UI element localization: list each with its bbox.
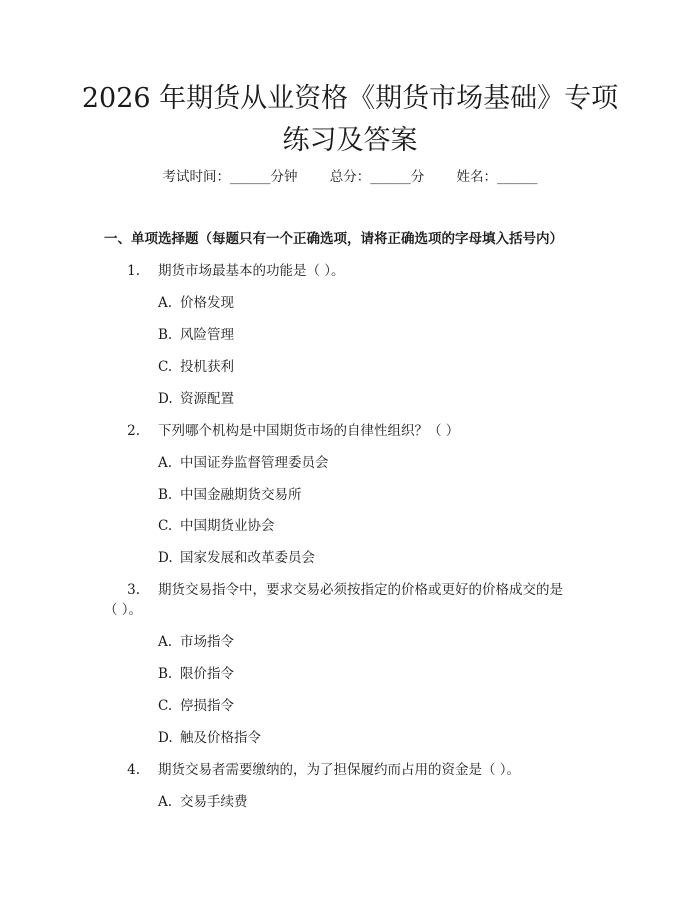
question-text: 期货市场最基本的功能是（ ）。 bbox=[158, 263, 345, 279]
option-letter: A. bbox=[158, 455, 173, 471]
option-text: 投机获利 bbox=[180, 359, 234, 375]
option-1c bbox=[158, 357, 234, 377]
question-text-line-1: 期货交易指令中，要求交易必须按指定的价格或更好的价格成交的是 bbox=[158, 582, 563, 598]
option-3c bbox=[158, 696, 234, 716]
option-letter: A. bbox=[158, 295, 173, 311]
question-3-continuation bbox=[104, 600, 142, 620]
option-text: 市场指令 bbox=[180, 634, 234, 650]
total-score-label: 总分：______分 bbox=[329, 169, 425, 185]
exam-meta bbox=[0, 167, 700, 187]
option-text: 中国金融期货交易所 bbox=[180, 487, 302, 503]
question-number: 4. bbox=[127, 762, 140, 778]
question-text: 期货交易者需要缴纳的，为了担保履约而占用的资金是（ ）。 bbox=[158, 762, 521, 778]
title-line-1: 2026 年期货从业资格《期货市场基础》专项 bbox=[81, 83, 619, 114]
option-letter: D. bbox=[158, 550, 173, 566]
option-2b bbox=[158, 485, 302, 505]
option-3d bbox=[158, 728, 261, 748]
option-letter: A. bbox=[158, 794, 173, 810]
option-letter: B. bbox=[158, 327, 173, 343]
option-3b bbox=[158, 664, 234, 684]
title-line-2: 练习及答案 bbox=[282, 125, 418, 156]
option-text: 国家发展和改革委员会 bbox=[180, 550, 315, 566]
option-text: 价格发现 bbox=[180, 295, 234, 311]
option-text: 风险管理 bbox=[180, 327, 234, 343]
option-1a bbox=[158, 293, 234, 313]
option-text: 中国期货业协会 bbox=[180, 518, 275, 534]
option-letter: C. bbox=[158, 698, 173, 714]
option-letter: A. bbox=[158, 634, 173, 650]
option-1b bbox=[158, 325, 234, 345]
option-text: 交易手续费 bbox=[180, 794, 248, 810]
question-number: 2. bbox=[127, 423, 140, 439]
question-text: 下列哪个机构是中国期货市场的自律性组织？（ ） bbox=[158, 423, 460, 439]
option-text: 资源配置 bbox=[180, 391, 234, 407]
section-heading: 一、单项选择题（每题只有一个正确选项，请将正确选项的字母填入括号内） bbox=[104, 231, 563, 247]
option-letter: B. bbox=[158, 487, 173, 503]
option-letter: D. bbox=[158, 730, 173, 746]
option-text: 停损指令 bbox=[180, 698, 234, 714]
option-1d bbox=[158, 389, 234, 409]
option-2a bbox=[158, 453, 329, 473]
question-number: 1. bbox=[127, 263, 140, 279]
name-label: 姓名：______ bbox=[456, 169, 538, 185]
question-number: 3. bbox=[127, 582, 140, 598]
option-letter: C. bbox=[158, 518, 173, 534]
exam-time-label: 考试时间：______分钟 bbox=[162, 169, 298, 185]
option-2d bbox=[158, 548, 315, 568]
document-title bbox=[60, 78, 640, 162]
option-2c bbox=[158, 516, 275, 536]
option-3a bbox=[158, 632, 234, 652]
question-text-line-2: （ ）。 bbox=[104, 602, 143, 618]
option-letter: C. bbox=[158, 359, 173, 375]
option-4a bbox=[158, 792, 248, 812]
option-text: 限价指令 bbox=[180, 666, 234, 682]
option-letter: D. bbox=[158, 391, 173, 407]
option-text: 中国证券监督管理委员会 bbox=[180, 455, 329, 471]
option-letter: B. bbox=[158, 666, 173, 682]
option-text: 触及价格指令 bbox=[180, 730, 261, 746]
